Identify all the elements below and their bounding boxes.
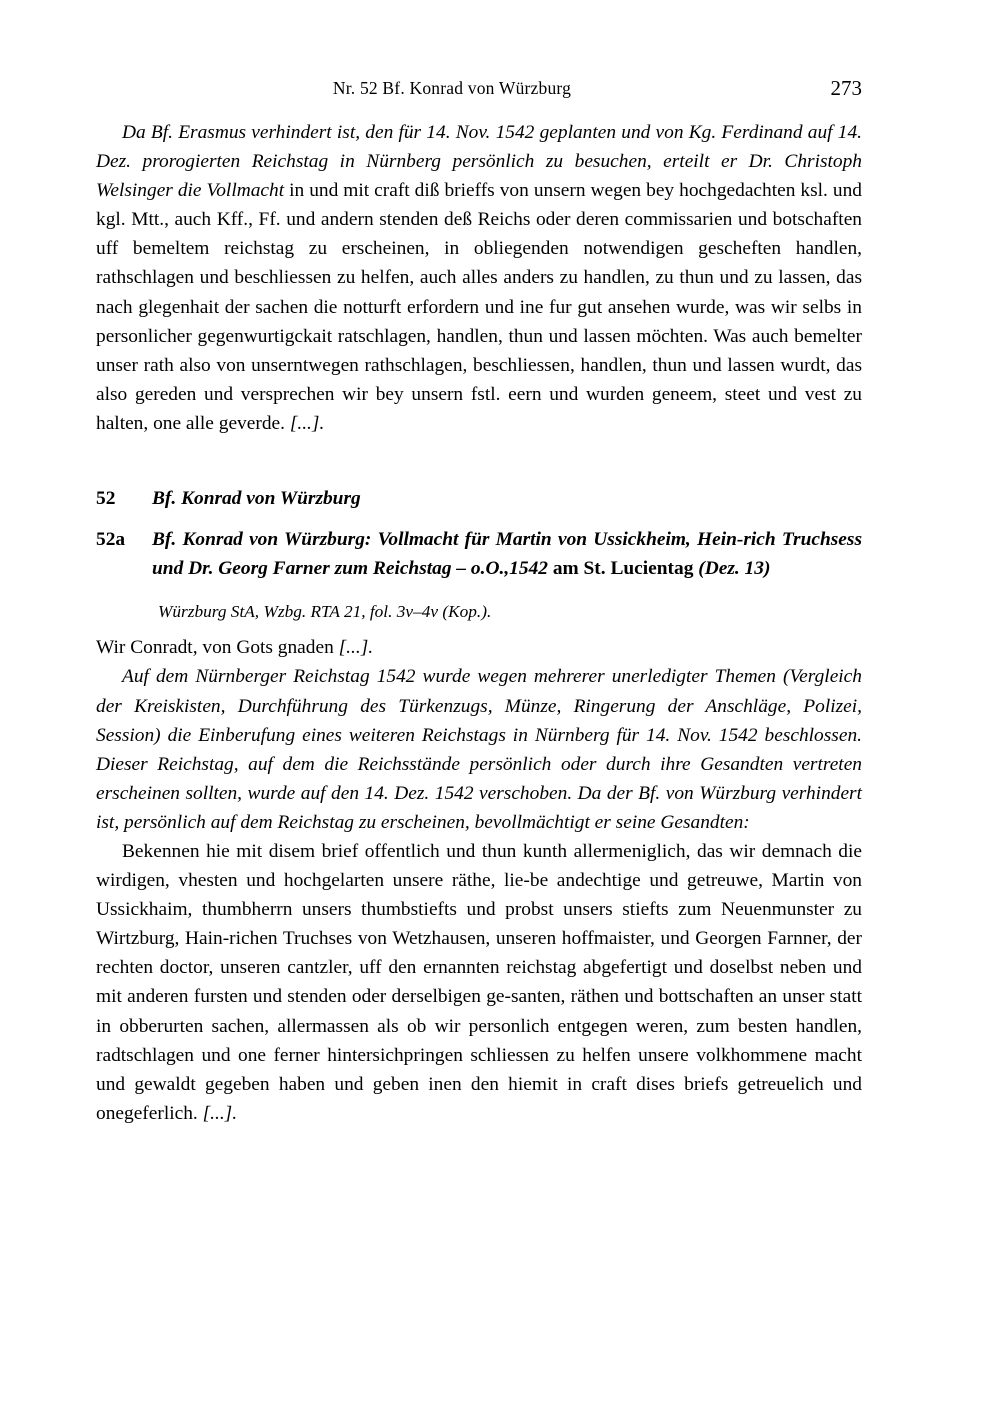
text-column xyxy=(96,118,862,1128)
intitulatio-roman: Wir Conradt, von Gots gnaden xyxy=(96,637,339,659)
heading-52a xyxy=(96,525,862,583)
heading-52 xyxy=(96,484,862,513)
heading-52a-title-roman: am St. Lucientag xyxy=(547,558,694,580)
paragraph-regest-erasmus xyxy=(96,118,862,438)
heading-52a-title-italic-1: Bf. Konrad von Würzburg: Vollmacht für Martin von Ussickheim, Hein-rich Truchsess und Dr. Georg Farner zum Reichstag – o.O.,1542 xyxy=(152,529,862,580)
heading-52a-title-italic-2: (Dez. 13) xyxy=(693,558,771,580)
regest-roman-body: in und mit craft diß brieffs von unsern wegen bey hochgedachten ksl. und kgl. Mtt., auch Kff., Ff. und andern stenden deß Reichs oder deren commissarien und botschaften uff bemeltem reichstag zu erscheinen, in obliegenden notwendigen gescheften handlen, rathschlagen und beschliessen zu helfen, auch alles anders zu handlen, zu thun und zu lassen, das nach glegenhait der sachen die notturft erfordern und ine fur gut ansehen wurde, was wir selbs in personlicher gegenwurtigckait ratschlagen, handlen, thun und lassen möchten. Was auch bemelter unser rath also von unserntwegen rathschlagen, beschliessen, handlen, thun und lassen wurdt, das also gereden und versprechen wir bey unsern fstl. eern und wurden geneem, steet und vest zu halten, one alle geverde. xyxy=(96,180,862,434)
vollmacht-ellipsis: [...]. xyxy=(202,1102,238,1124)
regest-italic-lead: Da Bf. Erasmus verhindert ist, den für 14. Nov. 1542 geplanten und von Kg. Ferdinand auf 14. Dez. prorogierten Reichstag in Nürnberg persönlich zu besuchen, erteilt er Dr. Christoph Welsinger die Vollmacht xyxy=(96,122,862,202)
running-head xyxy=(96,78,862,104)
spacer-after-heading-52a xyxy=(96,583,862,599)
intitulatio-ellipsis: [...]. xyxy=(338,637,374,659)
heading-52a-number: 52a xyxy=(96,529,126,551)
archival-source-citation: Würzburg StA, Wzbg. RTA 21, fol. 3v–4v (Kop.). xyxy=(158,602,492,622)
paragraph-intitulatio xyxy=(96,633,862,662)
spacer-after-source xyxy=(96,625,862,633)
page-number: 273 xyxy=(830,76,862,100)
paragraph-vollmacht-text xyxy=(96,837,862,1128)
heading-52-title: Bf. Konrad von Würzburg xyxy=(152,488,361,510)
paragraph-regest-summary: Auf dem Nürnberger Reichstag 1542 wurde wegen mehrerer unerledigter Themen (Vergleich der Kreiskisten, Durchführung des Türkenzugs, Münze, Ringerung der Anschläge, Polizei, Session) die Einberufung eines weiteren Reichstags in Nürnberg für 14. Nov. 1542 beschlossen. Dieser Reichstag, auf dem die Reichsstände persönlich oder durch ihre Gesandten vertreten erscheinen sollten, wurde auf den 14. Dez. 1542 verschoben. Da der Bf. von Würzburg verhindert ist, persönlich auf dem Reichstag zu erscheinen, bevollmächtigt er seine Gesandten: xyxy=(96,666,862,833)
heading-52a-title xyxy=(152,525,862,583)
heading-52-number: 52 xyxy=(96,488,116,510)
vollmacht-roman: Bekennen hie mit disem brief offentlich und thun kunth allermeniglich, das wir demnach die wirdigen, vhesten und hochgelarten unsere räthe, lie-be andechtige und getreuwe, Martin von Ussickhaim, thumbherrn unsers thumbstiefts und probst unsers stiefts zum Neuenmunster zu Wirtzburg, Hain-richen Truchses von Wetzhausen, unseren hoffmaister, und Georgen Farnner, der rechten doctor, unseren cantzler, uff den ernannten reichstag abgefertigt und doselbst neben und mit anderen fursten und stenden oder derselbigen ge-santen, räthen und bottschaften an unser statt in obberurten sachen, allermassen als ob wir personlich entgegen weren, zum besten handlen, radtschlagen und one ferner hintersichpringen schliessen zu helfen unsere volkhommene macht und gewaldt gegeben haben und geben inen den hiemit in craft dises briefs getreuelich und onegeferlich. xyxy=(96,840,862,1124)
regest-ellipsis: [...]. xyxy=(289,412,325,434)
spacer-before-heading-52 xyxy=(96,438,862,484)
spacer-between-headings xyxy=(96,513,862,525)
running-head-title: Nr. 52 Bf. Konrad von Würzburg xyxy=(332,78,572,98)
